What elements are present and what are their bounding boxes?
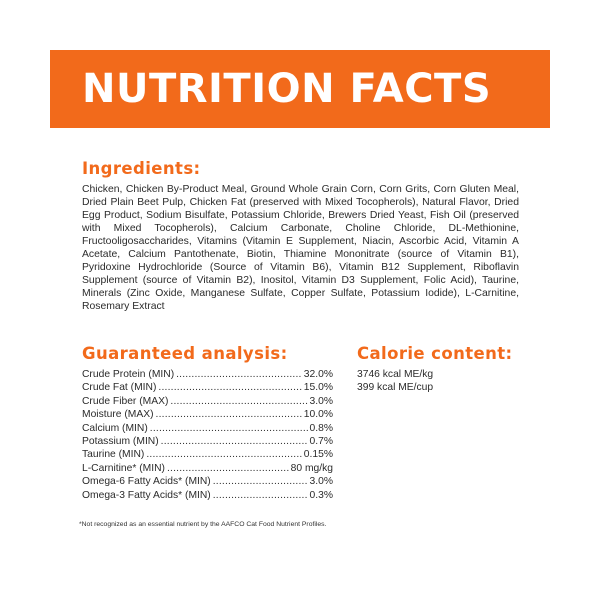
analysis-row-calcium <box>82 422 333 435</box>
analysis-value: 0.15% <box>303 449 333 461</box>
leader-dots <box>167 462 289 475</box>
analysis-row-omega-3 <box>82 489 333 502</box>
analysis-row-crude-protein <box>82 368 333 381</box>
analysis-value: 3.0% <box>309 476 333 488</box>
leader-dots <box>146 448 301 461</box>
leader-dots <box>176 368 302 381</box>
leader-dots <box>213 475 308 488</box>
analysis-label: Crude Fiber (MAX) <box>82 395 169 407</box>
analysis-label: Calcium (MIN) <box>82 422 148 434</box>
analysis-value: 80 mg/kg <box>290 462 333 474</box>
analysis-label: Moisture (MAX) <box>82 409 154 421</box>
analysis-row-taurine <box>82 448 333 461</box>
analysis-value: 3.0% <box>309 395 333 407</box>
calorie-content-heading: Calorie content: <box>357 344 513 363</box>
calorie-per-kg: 3746 kcal ME/kg <box>357 369 434 380</box>
ingredients-heading: Ingredients: <box>82 159 201 178</box>
leader-dots <box>213 489 308 502</box>
calorie-per-cup: 399 kcal ME/cup <box>357 382 434 394</box>
aafco-footnote: *Not recognized as an essential nutrient by the AAFCO Cat Food Nutrient Profiles. <box>79 521 327 528</box>
analysis-label: L-Carnitine* (MIN) <box>82 462 165 474</box>
analysis-label: Potassium (MIN) <box>82 436 159 448</box>
leader-dots <box>150 422 308 435</box>
analysis-label: Omega-6 Fatty Acids* (MIN) <box>82 476 211 488</box>
leader-dots <box>170 395 307 408</box>
analysis-label: Taurine (MIN) <box>82 449 145 461</box>
guaranteed-analysis-heading: Guaranteed analysis: <box>82 344 288 363</box>
analysis-value: 0.3% <box>309 489 333 501</box>
analysis-value: 0.7% <box>309 436 333 448</box>
analysis-row-crude-fiber <box>82 395 333 408</box>
analysis-label: Crude Protein (MIN) <box>82 369 175 380</box>
analysis-value: 32.0% <box>303 369 333 380</box>
analysis-label: Crude Fat (MIN) <box>82 382 157 394</box>
guaranteed-analysis-table <box>82 368 333 502</box>
ingredients-text: Chicken, Chicken By-Product Meal, Ground Whole Grain Corn, Corn Grits, Corn Gluten Meal, Dried Plain Beet Pulp, Chicken Fat (preserved with Mixed Tocopherols), Natural Flavor, Dried Egg Product, Sodium Bisulfate, Potassium Chloride, Brewers Dried Yeast, Fish Oil (preserved with Mixed Tocopherols), Calcium Carbonate, Choline Chloride, DL-Methionine, Fructooligosaccharides, Vitamins (Vitamin E Supplement, Niacin, Ascorbic Acid, Vitamin A Acetate, Calcium Pantothenate, Biotin, Thiamine Mononitrate (source of Vitamin B1), Pyridoxine Hydrochloride (Source of Vitamin B6), Vitamin B12 Supplement, Riboflavin Supplement (source of Vitamin B2), Inositol, Vitamin D3 Supplement, Folic Acid), Taurine, Minerals (Zinc Oxide, Manganese Sulfate, Copper Sulfate, Potassium Iodide), L-Carnitine, Rosemary Extract <box>82 184 519 313</box>
analysis-row-l-carnitine <box>82 462 333 475</box>
analysis-row-omega-6 <box>82 475 333 488</box>
analysis-value: 10.0% <box>303 409 333 421</box>
leader-dots <box>156 408 302 421</box>
calorie-content-list <box>357 368 433 395</box>
analysis-row-potassium <box>82 435 333 448</box>
leader-dots <box>158 381 301 394</box>
analysis-value: 0.8% <box>309 422 333 434</box>
analysis-label: Omega-3 Fatty Acids* (MIN) <box>82 489 211 501</box>
analysis-row-moisture <box>82 408 333 421</box>
analysis-value: 15.0% <box>303 382 333 394</box>
leader-dots <box>161 435 308 448</box>
nutrition-facts-banner <box>50 50 550 128</box>
analysis-row-crude-fat <box>82 381 333 394</box>
page-title: NUTRITION FACTS <box>82 66 492 112</box>
